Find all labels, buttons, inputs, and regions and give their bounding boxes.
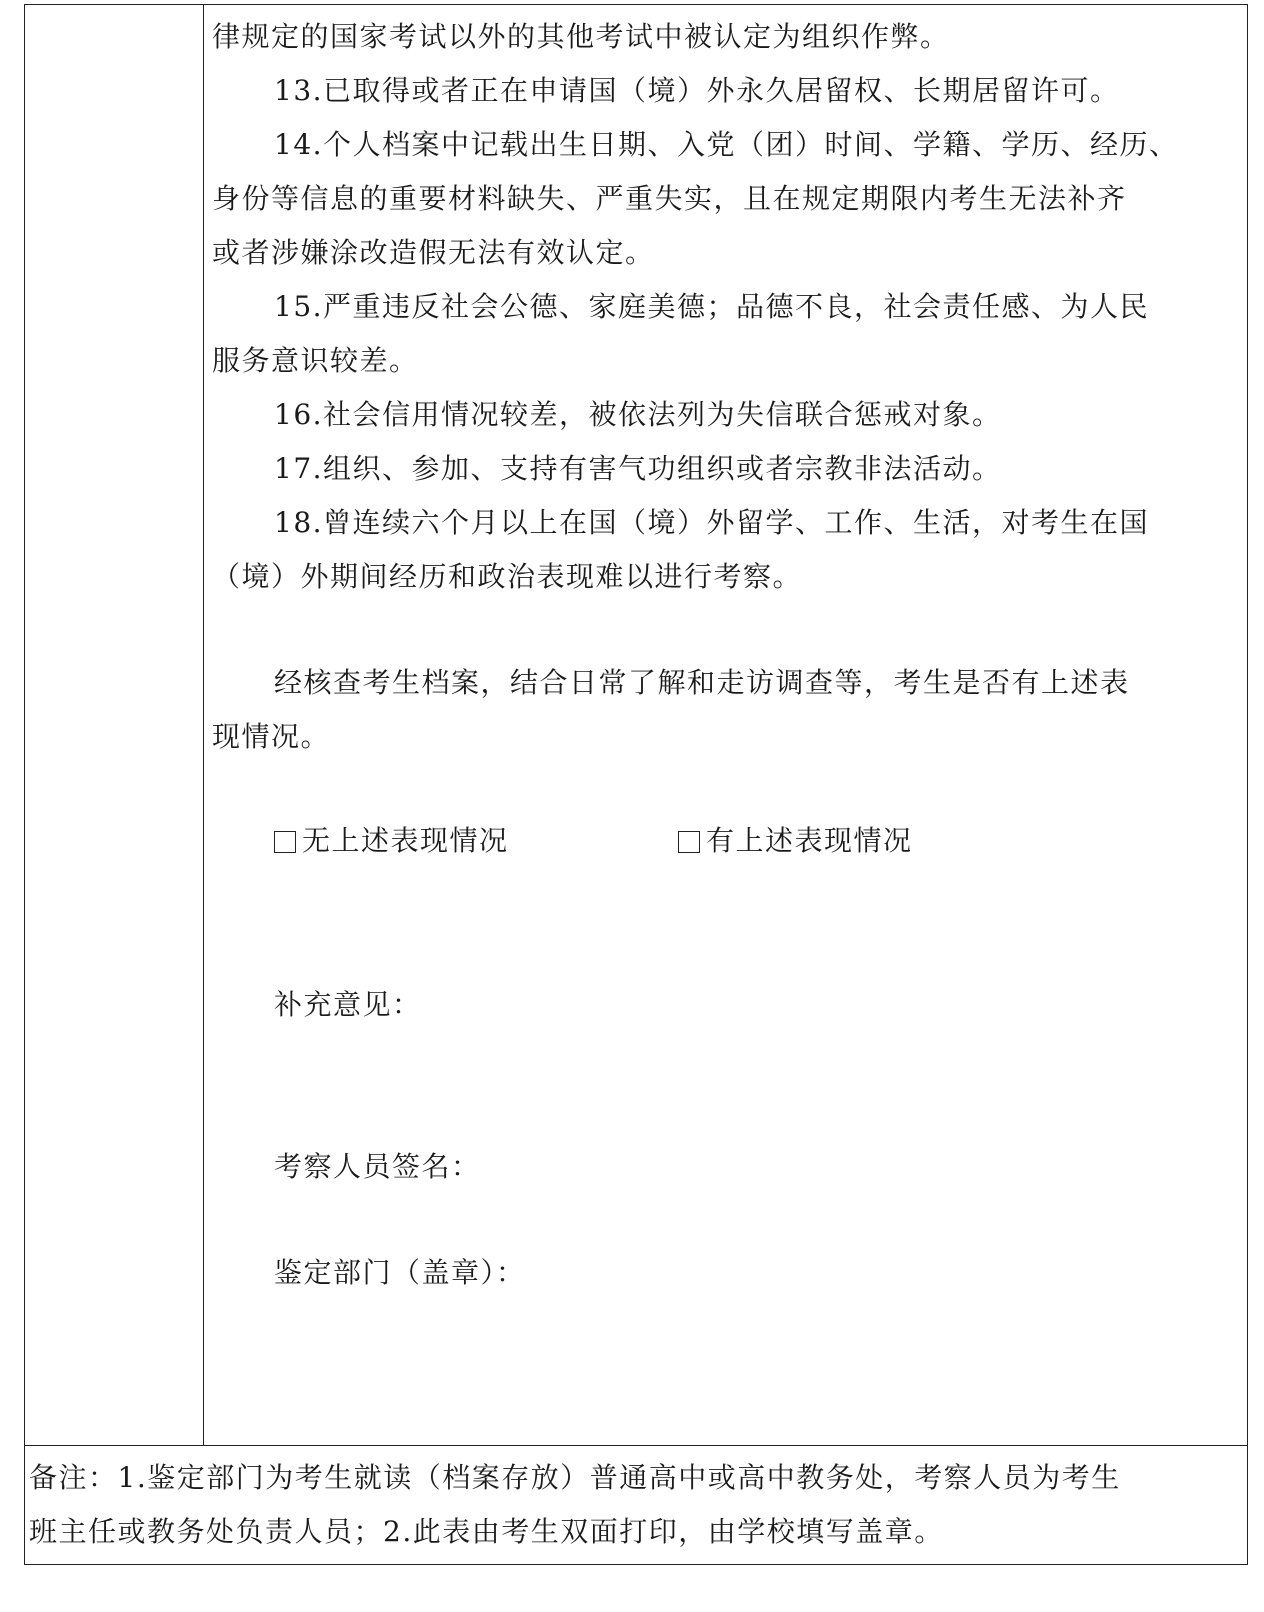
criterion-16: 16.社会信用情况较差，被依法列为失信联合惩戒对象。: [274, 398, 1002, 431]
assessment-form-table: [24, 4, 1248, 1565]
note-line2: 班主任或教务处负责人员；2.此表由考生双面打印，由学校填写盖章。: [29, 1515, 944, 1548]
criterion-13: 13.已取得或者正在申请国（境）外永久居留权、长期居留许可。: [274, 74, 1120, 107]
criterion-18-line1: 18.曾连续六个月以上在国（境）外留学、工作、生活，对考生在国: [274, 506, 1150, 539]
left-label-cell: [25, 5, 204, 1446]
checkbox-has-behavior-label: 有上述表现情况: [706, 824, 913, 857]
checkbox-square-icon[interactable]: [274, 831, 296, 853]
criterion-12-continuation: 律规定的国家考试以外的其他考试中被认定为组织作弊。: [212, 20, 950, 53]
note-line1: 备注：1.鉴定部门为考生就读（档案存放）普通高中或高中教务处，考察人员为考生: [29, 1461, 1121, 1494]
signature-label: 考察人员签名：: [274, 1150, 481, 1183]
checkbox-has-behavior[interactable]: [678, 823, 913, 859]
content-cell: [204, 5, 1248, 1446]
verification-statement-line2: 现情况。: [212, 720, 331, 753]
criterion-14-line2: 身份等信息的重要材料缺失、严重失实，且在规定期限内考生无法补齐: [212, 182, 1127, 215]
checkbox-no-behavior-label: 无上述表现情况: [302, 824, 509, 857]
verification-statement-line1: 经核查考生档案，结合日常了解和走访调查等，考生是否有上述表: [274, 666, 1130, 699]
criterion-17: 17.组织、参加、支持有害气功组织或者宗教非法活动。: [274, 452, 1002, 485]
criterion-18-line2: （境）外期间经历和政治表现难以进行考察。: [212, 560, 803, 593]
criterion-15-line1: 15.严重违反社会公德、家庭美德；品德不良，社会责任感、为人民: [274, 290, 1150, 323]
department-stamp-label: 鉴定部门（盖章）：: [274, 1256, 526, 1289]
criterion-14-line1: 14.个人档案中记载出生日期、入党（团）时间、学籍、学历、经历、: [274, 128, 1179, 161]
supplement-label: 补充意见：: [274, 988, 422, 1021]
checkbox-square-icon[interactable]: [678, 831, 700, 853]
criterion-15-line2: 服务意识较差。: [212, 344, 419, 377]
criterion-14-line3: 或者涉嫌涂改造假无法有效认定。: [212, 236, 655, 269]
note-cell: [25, 1446, 1248, 1565]
checkbox-no-behavior[interactable]: [274, 823, 509, 859]
